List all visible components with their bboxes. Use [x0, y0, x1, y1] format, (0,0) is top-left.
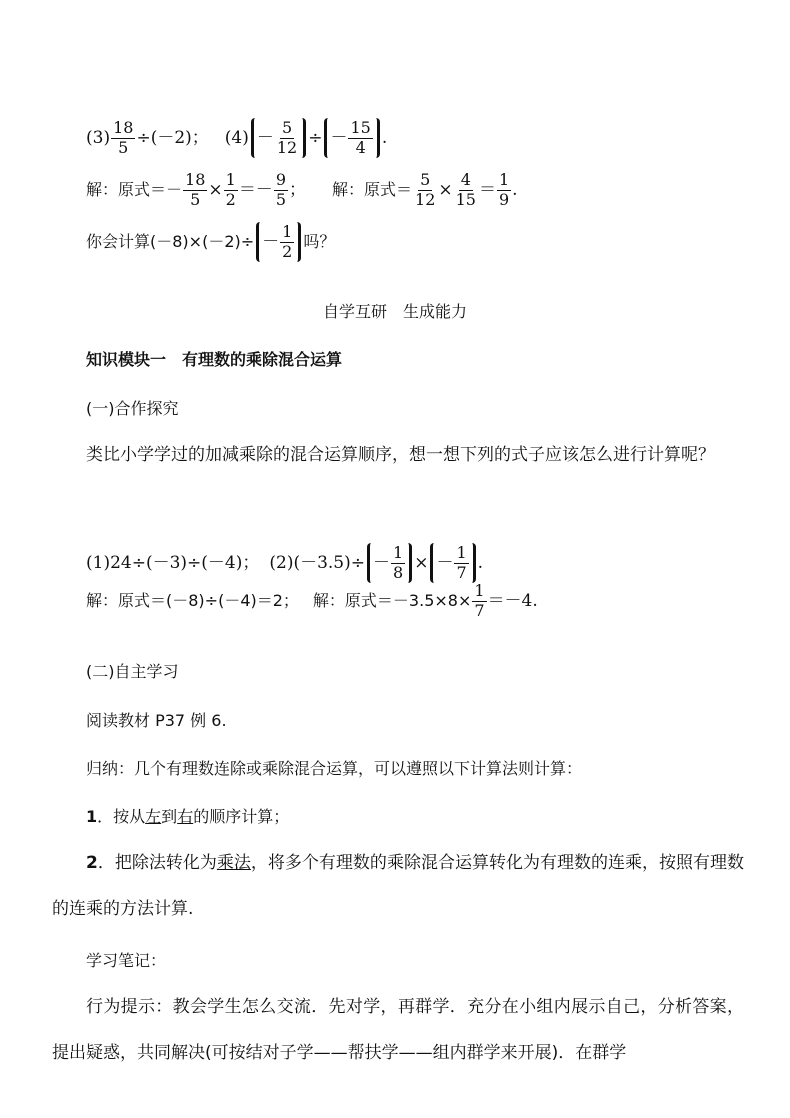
reading-line: 阅读教材 P37 例 6. [86, 711, 227, 730]
paren-neg-5-12: － $\frac{5}{12}$ [251, 118, 306, 158]
paren-neg-1-8: － $\frac{1}{8}$ [367, 543, 412, 583]
rule-2: 2．把除法转化为乘法，将多个有理数的乘除混合运算转化为有理数的连乘，按照有理数的连乘的方法计算. [52, 853, 745, 919]
paren-neg-1-7: － $\frac{1}{7}$ [430, 543, 475, 583]
problem-3-rest: ÷(－2)； [136, 127, 209, 148]
part1-title: (一)合作探究 [86, 399, 179, 418]
section-title: 自学互研 生成能力 [322, 302, 467, 321]
notes-label: 学习笔记： [86, 951, 167, 970]
example-problems-line: (3) $\frac{18}{5}$ ÷(－2)； (4) － $\frac{5}{12}$ ÷ － $\frac{15}{4}$ . [86, 117, 388, 157]
problem-2: (2)(－3.5)÷ [269, 552, 365, 573]
fraction-18-5: $\frac{18}{5}$ [113, 117, 134, 157]
problem-1: (1)24÷(－3)÷(－4)； [86, 552, 260, 573]
problem-4-label: (4) [224, 127, 249, 148]
solution-4-label: 解：原式＝ [332, 180, 413, 200]
paren-neg-1-2: － $\frac{1}{2}$ [256, 222, 301, 262]
module-title: 知识模块一 有理数的乘除混合运算 [86, 350, 343, 369]
example-solutions-line: 解：原式＝－ $\frac{18}{5}$ × $\frac{1}{2}$ ＝－ $\frac{9}{5}$ ； 解：原式＝ $\frac{5}{12}$ × $\frac{4}{15}$ ＝ $\frac{1}{9}$ . [86, 170, 518, 209]
problems-line: (1)24÷(－3)÷(－4)； (2)(－3.5)÷ － $\frac{1}{8}$ × － $\frac{1}{7}$ . [86, 542, 484, 582]
behavior-paragraph: 行为提示：教会学生怎么交流．先对学，再群学．充分在小组内展示自己，分析答案，提出疑惑，共同解决(可按结对子学——帮扶学——组内群学来开展)．在群学 [52, 997, 744, 1063]
problem-3-label: (3) [86, 127, 111, 148]
paren-neg-15-4: － $\frac{15}{4}$ [324, 118, 379, 158]
answers-line: 解：原式＝(－8)÷(－4)＝2； 解：原式＝－3.5×8× $\frac{1}{7}$ ＝－4. [86, 581, 538, 620]
intro-paragraph: 类比小学学过的加减乘除的混合运算顺序，想一想下列的式子应该怎么进行计算呢？ [86, 445, 715, 465]
summary-line: 归纳：几个有理数连除或乘除混合运算，可以遵照以下计算法则计算： [86, 759, 583, 778]
solution-3-label: 解：原式＝－ [86, 180, 183, 200]
part2-title: (二)自主学习 [86, 662, 179, 681]
question-line: 你会计算(－8)×(－2)÷ － $\frac{1}{2}$ 吗？ [86, 221, 336, 261]
answer-1: 解：原式＝(－8)÷(－4)＝2； [86, 591, 299, 611]
answer-2: 解：原式＝－3.5×8× [312, 591, 472, 611]
rule-1: 1．按从左到右的顺序计算； [86, 807, 290, 826]
